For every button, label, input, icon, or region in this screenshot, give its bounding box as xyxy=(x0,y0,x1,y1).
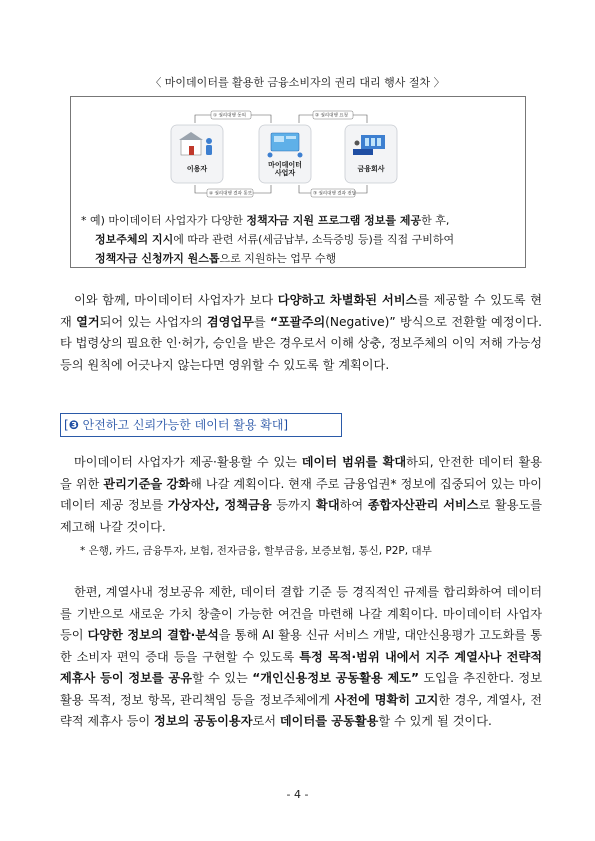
bank-node-label: 금융회사 xyxy=(357,165,385,173)
text: 로서 xyxy=(252,714,280,728)
bold-text: 종합자산관리 서비스 xyxy=(367,498,479,512)
footnote: * 은행, 카드, 금융투자, 보험, 전자금융, 할부금융, 보증보험, 통신, P2P, 대부 xyxy=(80,545,432,557)
step-3-label: ③ 권리대행 결과 전달 xyxy=(313,191,357,197)
bold-text: 확대 xyxy=(316,498,340,512)
bold-text: 정보의 공동이용자 xyxy=(154,714,253,728)
text: 해 나갈 계획이다. 현재 주로 금융업권* 정보에 집중되어 있는 마이데이터 제공 정보를 xyxy=(60,476,542,512)
text: 한편, 계열사내 정보공유 제한, 데이터 결합 기준 등 경직적인 규제를 합리화하여 데이터를 기반으로 새로운 가치 창출이 가능한 여건을 마련해 나갈 계획이다. 마이데이터 사업자 등이 xyxy=(60,585,542,642)
provider-node-label-2: 사업자 xyxy=(274,169,296,177)
user-node-label: 이용자 xyxy=(186,165,208,173)
section-heading xyxy=(60,413,342,437)
bold-text: 특정 목적·범위 내에서 지주 계열사나 전략적 제휴사 등이 정보를 공유 xyxy=(60,649,542,685)
text: 등까지 xyxy=(271,498,317,512)
bold-text: 열거 xyxy=(76,314,100,329)
paragraph-2 xyxy=(60,452,542,538)
text: 하되, 안전한 데이터 활용을 위한 xyxy=(60,455,543,491)
bold-text: 데이터 범위를 확대 xyxy=(301,455,407,469)
text: 로 활용도를 제고해 나갈 것이다. xyxy=(60,498,543,534)
provider-node-label-1: 마이데이터 xyxy=(268,161,302,169)
process-diagram xyxy=(167,105,403,203)
text: 할 수 있게 될 것이다. xyxy=(378,714,492,728)
text: 을 통해 AI 활용 신규 서비스 개발, 대안신용평가 고도화를 통한 소비자 편익 증대 등을 구현할 수 있도록 xyxy=(60,628,542,664)
text: (Negative)” 방식으로 전환할 예정이다. 타 법령상의 필요한 인·허가, 승인을 받은 경우로서 이해 상충, 정보주체의 이익 저해 가능성 등의 원칙에 어긋나지 않는다면 영위할 수 있도록 할 계획이다. xyxy=(60,314,542,372)
bracket: [ xyxy=(64,418,69,432)
text: 도입을 추진한다. 정보 활용 목적, 정보 항목, 관리책임 등을 정보주체에게 xyxy=(60,671,542,707)
bold-text: 다양하고 차별화된 서비스 xyxy=(277,293,418,307)
bracket: ] xyxy=(283,418,289,432)
bold-text: 겸영업무 xyxy=(206,314,254,329)
section-title: 안전하고 신뢰가능한 데이터 활용 확대 xyxy=(78,418,284,432)
step-1-label: ① 권리대행 동의 xyxy=(213,113,246,119)
figure-caption: 〈 마이데이터를 활용한 금융소비자의 권리 대리 행사 절차 〉 xyxy=(150,76,445,89)
note-text: * 예) 마이데이터 사업자가 다양한 xyxy=(81,214,247,227)
note-text: 에 따라 관련 서류(세금납부, 소득증빙 등)를 직접 구비하여 xyxy=(173,233,455,246)
text: 하여 xyxy=(339,498,368,512)
page-number: - 4 - xyxy=(286,788,309,801)
text: 되어 있는 사업자의 xyxy=(99,314,207,329)
section-number: ❸ xyxy=(68,418,79,432)
bold-text: “포괄주의 xyxy=(270,314,326,329)
figure-note xyxy=(81,211,521,268)
text: 이와 함께, 마이데이터 사업자가 보다 xyxy=(74,293,278,307)
bold-text: 사전에 명확히 고지 xyxy=(334,692,439,707)
text: 할 수 있는 xyxy=(191,671,253,685)
bold-text: “개인신용정보 공동활용 제도” xyxy=(252,671,420,685)
bold-text: 데이터를 공동활용 xyxy=(279,714,379,728)
note-text: 한 후, xyxy=(421,214,450,227)
note-bold: 정책자금 신청까지 원스톱 xyxy=(95,252,220,265)
text: 한 경우, 계열사, 전략적 제휴사 등이 xyxy=(60,692,542,728)
paragraph-3 xyxy=(60,582,542,733)
note-line xyxy=(81,230,521,249)
note-bold: 정보주체의 지시 xyxy=(95,233,174,246)
step-4-label: ④ 권리대행 결과 통보 xyxy=(209,191,253,197)
figure-box xyxy=(70,96,526,268)
note-text: 으로 지원하는 업무 수행 xyxy=(219,252,337,265)
step-2-label: ② 권리대행 요청 xyxy=(315,113,348,119)
paragraph-1 xyxy=(60,290,542,376)
note-line xyxy=(81,249,521,268)
bold-text: 다양한 정보의 결합·분석 xyxy=(87,628,219,642)
text: 마이데이터 사업자가 제공·활용할 수 있는 xyxy=(74,455,302,469)
text: 를 제공할 수 있도록 현재 xyxy=(60,293,542,329)
bold-text: 관리기준을 강화 xyxy=(103,476,191,491)
bold-text: 가상자산, 정책금융 xyxy=(167,498,272,512)
note-bold: 정책자금 지원 프로그램 정보를 제공 xyxy=(246,214,422,227)
text: 를 xyxy=(253,314,271,329)
